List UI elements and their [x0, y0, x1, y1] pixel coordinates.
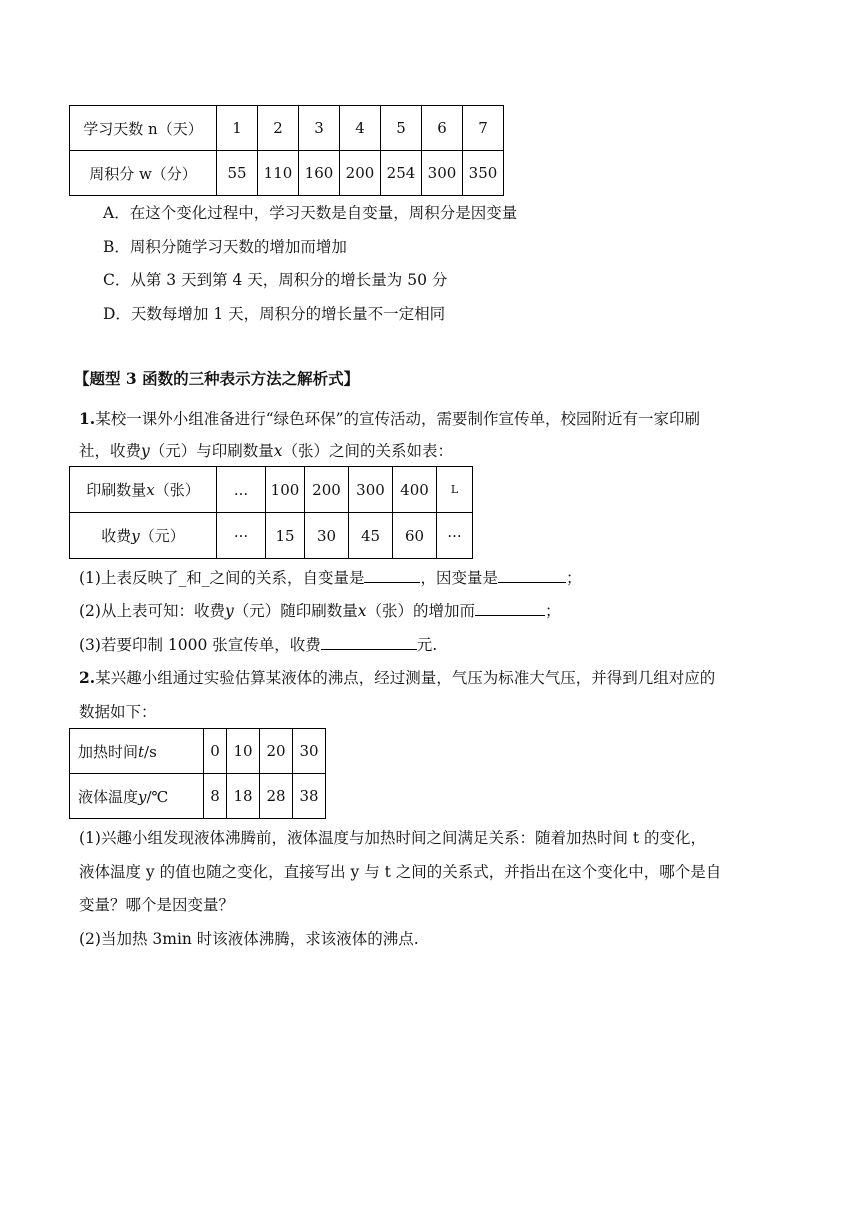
answer-blank[interactable] — [321, 635, 417, 650]
table-cell: L — [437, 467, 473, 513]
var-x: x — [273, 442, 283, 460]
answer-blank[interactable] — [498, 568, 566, 583]
table-cell: 30 — [305, 513, 349, 559]
table-cell: 200 — [340, 151, 381, 196]
table-cell: 5 — [381, 106, 422, 151]
q2-sub1-line3: 变量？哪个是因变量？ — [79, 896, 235, 914]
q1-sub1: (1)上表反映了_和_之间的关系，自变量是 ，因变量是 ； — [79, 569, 582, 587]
q2-text: 某兴趣小组通过实验估算某液体的沸点，经过测量，气压为标准大气压，并得到几组对应的 — [95, 669, 716, 687]
table-cell: 液体温度y/℃ — [70, 774, 204, 819]
q2-sub1-line1: (1)兴趣小组发现液体沸腾前，液体温度与加热时间之间满足关系：随着加热时间 t 的变化， — [79, 829, 707, 847]
q1-text: 社，收费 — [79, 442, 142, 460]
table-cell: 254 — [381, 151, 422, 196]
q1-line2 — [79, 440, 453, 462]
option-d: D．天数每增加 1 天，周积分的增长量不一定相同 — [103, 305, 446, 323]
q1-number: 1. — [79, 409, 96, 428]
option-a: A．在这个变化过程中，学习天数是自变量，周积分是因变量 — [103, 204, 518, 222]
table-cell: 8 — [204, 774, 227, 819]
table-cell: 30 — [293, 729, 326, 774]
table-cell: 7 — [463, 106, 504, 151]
table-cell: 3 — [299, 106, 340, 151]
q2-number: 2. — [79, 668, 96, 687]
table-cell: 18 — [227, 774, 260, 819]
section-title: 【题型 3 函数的三种表示方法之解析式】 — [74, 369, 360, 388]
table-cell: 100 — [266, 467, 305, 513]
q2-line2: 数据如下： — [79, 703, 157, 721]
table-cell: 45 — [349, 513, 393, 559]
table-cell: 6 — [422, 106, 463, 151]
table-row — [70, 467, 473, 513]
table-cell: 350 — [463, 151, 504, 196]
table-cell: 收费y（元） — [70, 513, 217, 559]
table-cell: 38 — [293, 774, 326, 819]
table-cell: 28 — [260, 774, 293, 819]
table-cell: 160 — [299, 151, 340, 196]
table-cell: 400 — [393, 467, 437, 513]
table-cell: 60 — [393, 513, 437, 559]
table-cell: 200 — [305, 467, 349, 513]
table-cell: 0 — [204, 729, 227, 774]
q1-text: 某校一课外小组准备进行“绿色环保”的宣传活动，需要制作宣传单，校园附近有一家印刷 — [95, 410, 701, 428]
table-cell: 加热时间t/s — [70, 729, 204, 774]
q2-sub1-line2: 液体温度 y 的值也随之变化，直接写出 y 与 t 之间的关系式，并指出在这个变化中，哪个是自 — [79, 863, 722, 881]
table-heating — [69, 728, 326, 819]
table-row — [70, 774, 326, 819]
table-cell: ··· — [437, 513, 473, 559]
q2-sub2: (2)当加热 3min 时该液体沸腾，求该液体的沸点. — [79, 930, 419, 948]
table-cell: 印刷数量x（张） — [70, 467, 217, 513]
table-row — [70, 106, 504, 151]
table-cell: 10 — [227, 729, 260, 774]
table-cell: ... — [217, 467, 266, 513]
table-cell: 55 — [217, 151, 258, 196]
option-c: C．从第 3 天到第 4 天，周积分的增长量为 50 分 — [103, 271, 448, 289]
table-cell: 2 — [258, 106, 299, 151]
table-cell: 20 — [260, 729, 293, 774]
q1-sub2: (2)从上表可知：收费y（元）随印刷数量x（张）的增加而 ； — [79, 602, 561, 620]
var-y: y — [141, 442, 150, 460]
table-cell: 300 — [422, 151, 463, 196]
table-cell: 110 — [258, 151, 299, 196]
q1-line1 — [79, 408, 700, 430]
q1-text: （元）与印刷数量 — [149, 442, 274, 460]
answer-blank[interactable] — [475, 601, 545, 616]
table-study-days — [69, 105, 504, 196]
table-row — [70, 729, 326, 774]
q1-sub3: (3)若要印制 1000 张宣传单，收费 元. — [79, 636, 438, 654]
q1-text: （张）之间的关系如表： — [282, 442, 454, 460]
table-cell: 300 — [349, 467, 393, 513]
answer-blank[interactable] — [364, 568, 420, 583]
table-cell: 4 — [340, 106, 381, 151]
table-cell: 1 — [217, 106, 258, 151]
table-row — [70, 513, 473, 559]
table-printing — [69, 466, 473, 559]
table-cell: 15 — [266, 513, 305, 559]
option-b: B．周积分随学习天数的增加而增加 — [103, 238, 347, 256]
table-cell: ··· — [217, 513, 266, 559]
q2-line1 — [79, 667, 715, 689]
table-cell: 周积分 w（分） — [70, 151, 217, 196]
table-row — [70, 151, 504, 196]
table-cell: 学习天数 n（天） — [70, 106, 217, 151]
